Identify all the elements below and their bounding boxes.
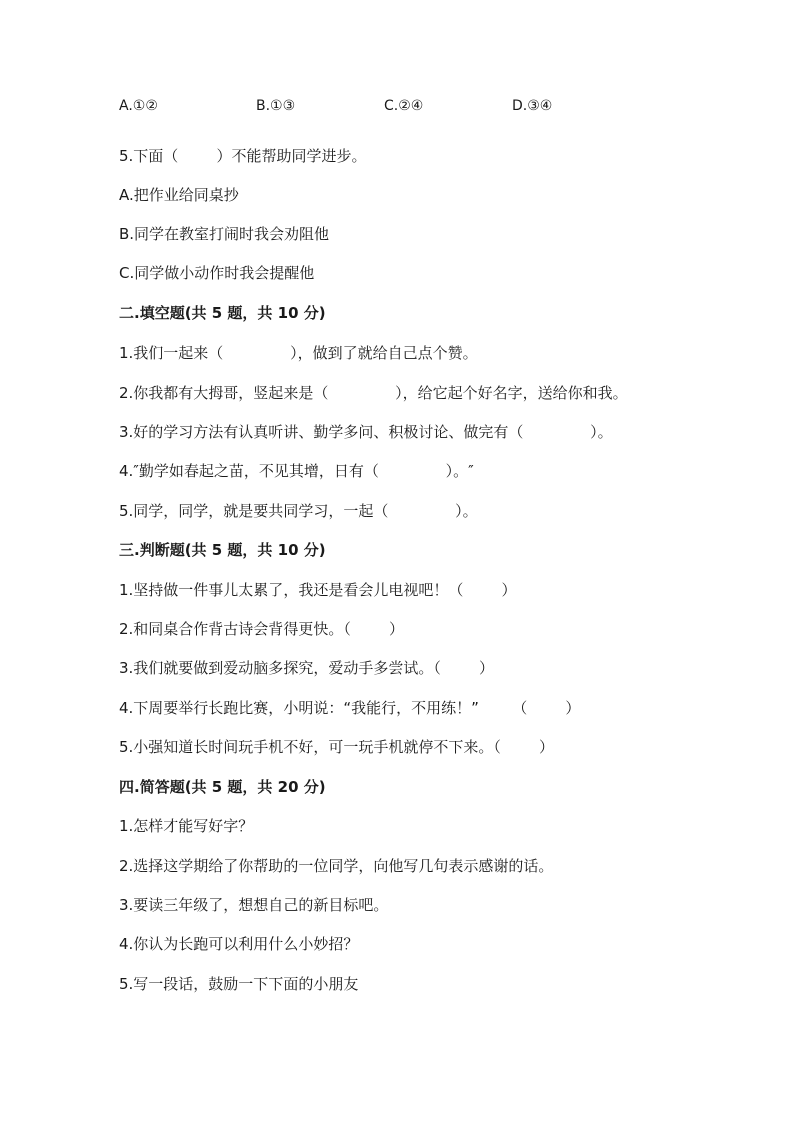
section-heading-true-false: 三.判断题(共 5 题，共 10 分) xyxy=(119,541,326,559)
option-b: B.①③ xyxy=(256,98,296,114)
fill-blank-item: 3.好的学习方法有认真听讲、勤学多问、积极讨论、做完有（ ）。 xyxy=(119,423,613,441)
true-false-item: 3.我们就要做到爱动脑多探究，爱动手多尝试。（ ） xyxy=(119,659,494,677)
short-answer-item: 2.选择这学期给了你帮助的一位同学，向他写几句表示感谢的话。 xyxy=(119,857,554,875)
q5-option-b: B.同学在教室打闹时我会劝阻他 xyxy=(119,225,330,243)
q5-option-c: C.同学做小动作时我会提醒他 xyxy=(119,264,315,282)
true-false-item: 5.小强知道长时间玩手机不好，可一玩手机就停不下来。（ ） xyxy=(119,738,554,756)
fill-blank-item: 2.你我都有大拇哥，竖起来是（ ），给它起个好名字，送给你和我。 xyxy=(119,384,628,402)
section-heading-fill-blank: 二.填空题(共 5 题，共 10 分) xyxy=(119,304,326,322)
option-a: A.①② xyxy=(119,98,158,114)
short-answer-item: 4.你认为长跑可以利用什么小妙招？ xyxy=(119,935,359,953)
short-answer-item: 5.写一段话，鼓励一下下面的小朋友 xyxy=(119,975,359,993)
true-false-item: 1.坚持做一件事儿太累了，我还是看会儿电视吧！（ ） xyxy=(119,581,517,599)
fill-blank-item: 4.″勤学如春起之苗，不见其增，日有（ ）。″ xyxy=(119,462,474,480)
option-d: D.③④ xyxy=(512,98,553,114)
fill-blank-item: 5.同学，同学，就是要共同学习，一起（ ）。 xyxy=(119,502,478,520)
q5-stem: 5.下面（ ）不能帮助同学进步。 xyxy=(119,147,367,165)
short-answer-item: 3.要读三年级了，想想自己的新目标吧。 xyxy=(119,896,389,914)
option-c: C.②④ xyxy=(384,98,424,114)
true-false-item: 4.下周要举行长跑比赛，小明说：“我能行，不用练！” （ ） xyxy=(119,699,581,717)
section-heading-short-answer: 四.简答题(共 5 题，共 20 分) xyxy=(119,778,326,796)
short-answer-item: 1.怎样才能写好字？ xyxy=(119,817,254,835)
q5-option-a: A.把作业给同桌抄 xyxy=(119,186,239,204)
true-false-item: 2.和同桌合作背古诗会背得更快。（ ） xyxy=(119,620,404,638)
fill-blank-item: 1.我们一起来（ ），做到了就给自己点个赞。 xyxy=(119,344,478,362)
